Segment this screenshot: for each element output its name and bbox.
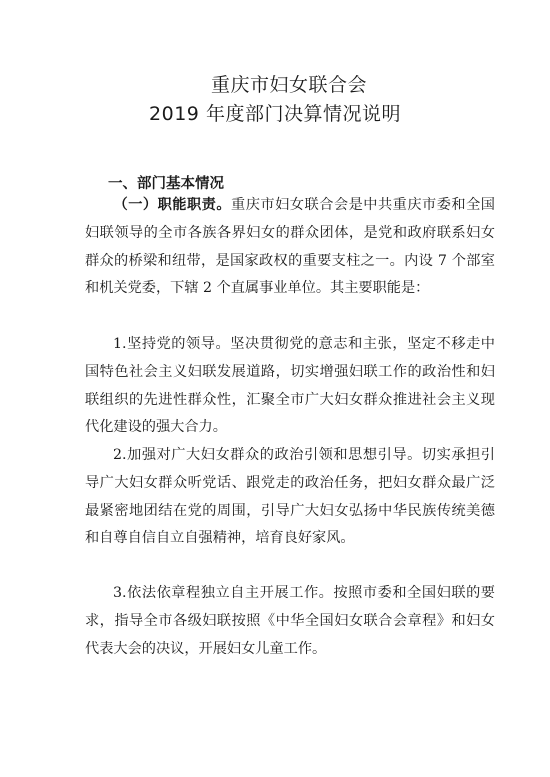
paragraph-item-1 — [85, 331, 495, 442]
paragraph-text-duties: 重庆市妇女联合会是中共重庆市委和全国妇联领导的全市各族各界妇女的群众团体，是党和政府联系妇女群众的桥梁和纽带，是国家政权的重要支柱之一。内设 7 个部室和机关党委，下辖 2 个直属事业单位。其主要职能是： — [85, 197, 495, 297]
paragraph-item-2 — [85, 442, 495, 553]
paragraph-duties — [85, 192, 495, 303]
paragraph-item-3 — [85, 580, 495, 663]
document-title-report: 2019 年度部门决算情况说明 — [149, 103, 401, 125]
document-title-org: 重庆市妇女联合会 — [210, 74, 367, 96]
paragraph-text-item-1: 1.坚持党的领导。坚决贯彻党的意志和主张，坚定不移走中国特色社会主义妇联发展道路，切实增强妇联工作的政治性和妇联组织的先进性群众性，汇聚全市广大妇女群众推进社会主义现代化建设的强大合力。 — [85, 336, 495, 436]
section-heading-basic-info: 一、部门基本情况 — [108, 176, 224, 192]
paragraph-text-item-2: 2.加强对广大妇女群众的政治引领和思想引导。切实承担引导广大妇女群众听党话、跟党走的政治任务，把妇女群众最广泛最紧密地团结在党的周围，引导广大妇女弘扬中华民族传统美德和自尊自信自立自强精神，培育良好家风。 — [85, 447, 495, 547]
paragraph-text-item-3: 3.依法依章程独立自主开展工作。按照市委和全国妇联的要求，指导全市各级妇联按照《中华全国妇女联合会章程》和妇女代表大会的决议，开展妇女儿童工作。 — [85, 585, 495, 657]
paragraph-lead-duties: （一）职能职责。 — [113, 197, 232, 213]
